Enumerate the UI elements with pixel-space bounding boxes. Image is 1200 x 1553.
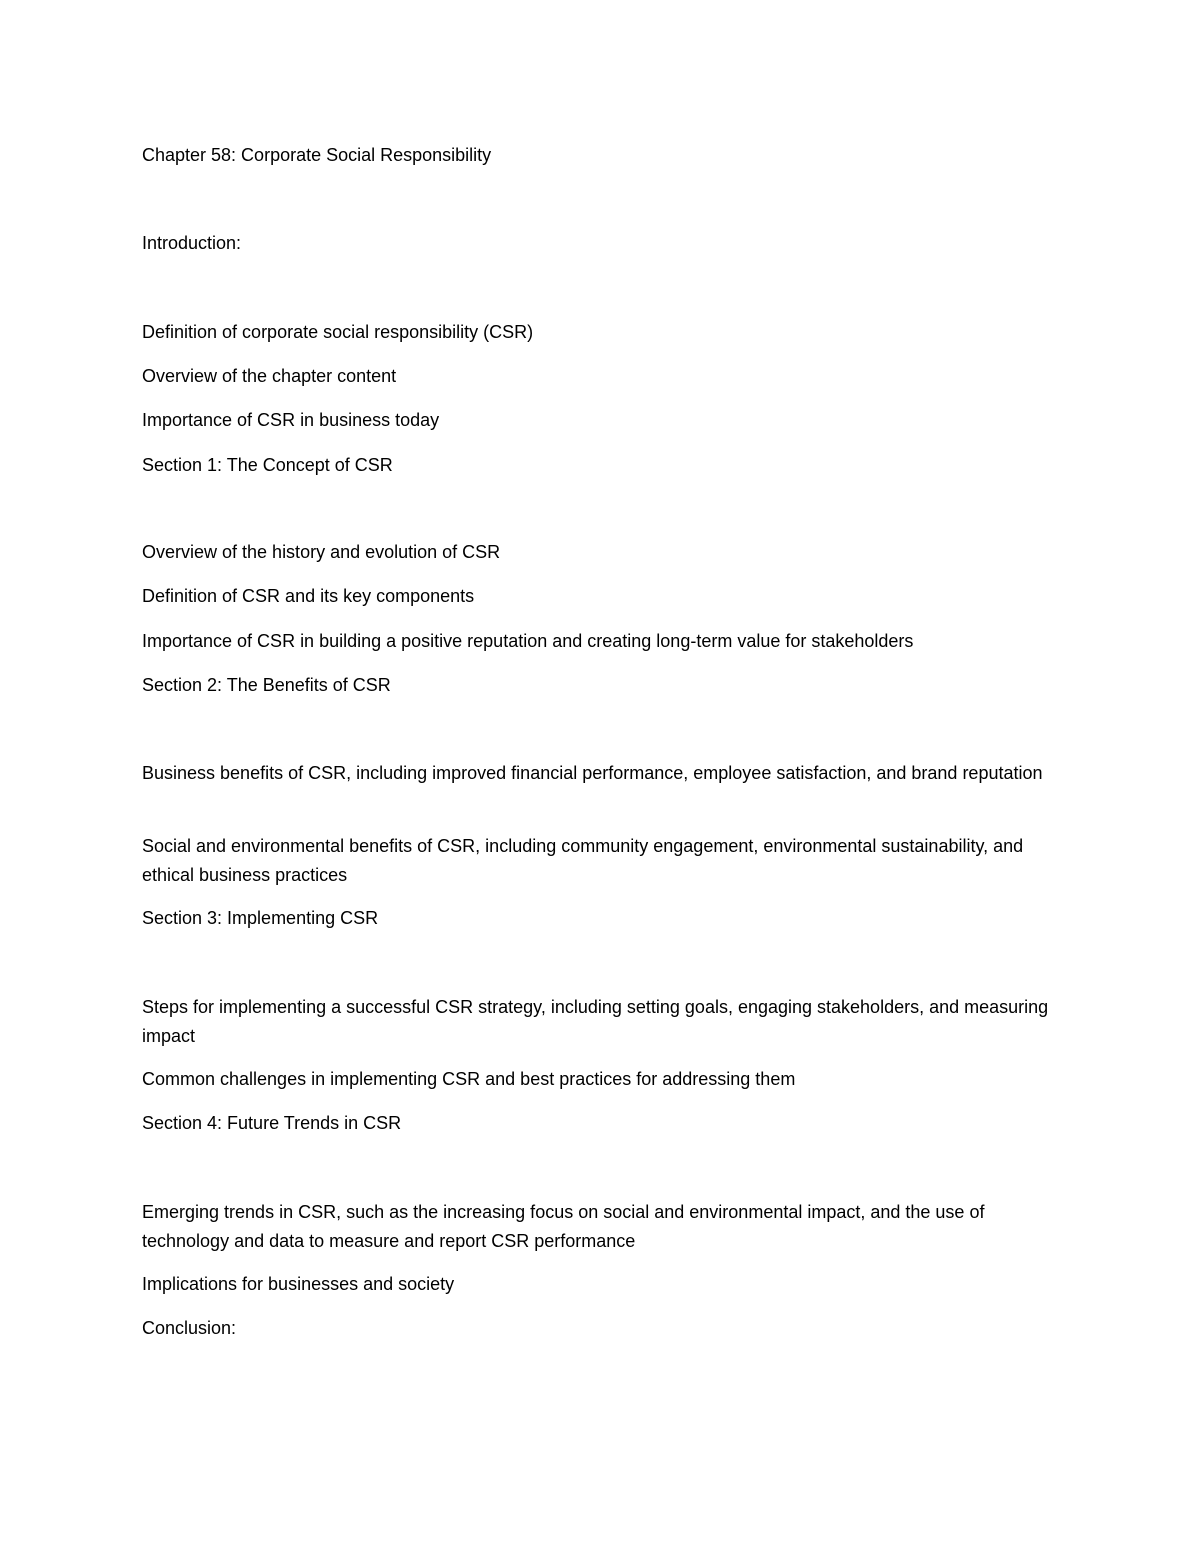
section1-item: Definition of CSR and its key components [142,586,475,606]
introduction-heading: Introduction: [142,233,242,253]
section1-item: Importance of CSR in building a positive reputation and creating long-term value for stakeholders [142,631,914,651]
section4-item: Emerging trends in CSR, such as the increasing focus on social and environmental impact, and the use of technology and data to measure and report CSR performance [142,1202,985,1251]
section1-heading: Section 1: The Concept of CSR [142,455,393,475]
document-title: Chapter 58: Corporate Social Responsibility [142,145,492,165]
intro-item: Definition of corporate social responsibility (CSR) [142,322,534,342]
intro-item: Importance of CSR in business today [142,410,440,430]
section1-item: Overview of the history and evolution of CSR [142,542,501,562]
intro-item: Overview of the chapter content [142,366,397,386]
conclusion-heading: Conclusion: [142,1318,237,1338]
section4-heading: Section 4: Future Trends in CSR [142,1113,402,1133]
section2-item: Business benefits of CSR, including improved financial performance, employee satisfaction, and brand reputation [142,763,1043,783]
section3-heading: Section 3: Implementing CSR [142,908,379,928]
section3-item: Common challenges in implementing CSR and best practices for addressing them [142,1069,796,1089]
section2-item: Social and environmental benefits of CSR, including community engagement, environmental sustainability, and ethical business practices [142,836,1024,885]
section2-heading: Section 2: The Benefits of CSR [142,675,391,695]
section4-item: Implications for businesses and society [142,1274,455,1294]
section3-item: Steps for implementing a successful CSR strategy, including setting goals, engaging stakeholders, and measuring impact [142,997,1049,1046]
